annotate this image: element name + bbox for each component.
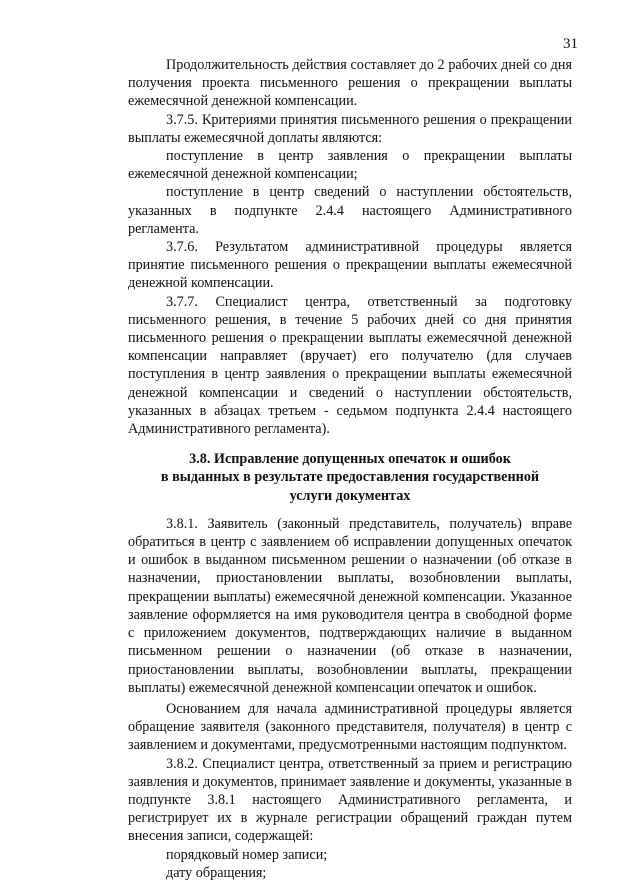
paragraph-record-number: порядковый номер записи; [166, 846, 328, 863]
section-heading-line-3: услуги документах [289, 487, 411, 504]
paragraph-request-date: дату обращения; [166, 864, 267, 881]
paragraph-3-8-2: 3.8.2. Специалист центра, ответственный за прием и регистрацию заявления и документов, принимает заявление и документы, указанные в подпункте 3.8.1 настоящего Административного регламента, и регистрирует их в журнале регистрации обращений граждан путем внесения записи, содержащей: [128, 755, 572, 845]
paragraph-criterion-application: поступление в центр заявления о прекращении выплаты ежемесячной денежной компенсации; [128, 148, 572, 183]
paragraph-3-7-7: 3.7.7. Специалист центра, ответственный за подготовку письменного решения, в течение 5 рабочих дней со дня принятия письменного решения о прекращении выплаты ежемесячной денежной компенсации направляет (вручает) его получателю (для случаев поступления в центр заявления о прекращении выплаты ежемесячной денежной компенсации и сведений о наступлении обстоятельств, указанных в абзацах третьем - седьмом подпункта 2.4.4 настоящего Административного регламента). [128, 293, 572, 438]
document-body [128, 56, 572, 882]
section-heading-3-8 [128, 450, 572, 505]
page-number: 31 [563, 36, 578, 52]
paragraph-criterion-circumstances: поступление в центр сведений о наступлении обстоятельств, указанных в подпункте 2.4.4 настоящего Административного регламента. [128, 184, 572, 237]
paragraph-3-7-6: 3.7.6. Результатом административной процедуры является принятие письменного решения о прекращении выплаты ежемесячной денежной компенсации. [128, 239, 572, 292]
section-heading-line-1: 3.8. Исправление допущенных опечаток и ошибок [189, 451, 511, 468]
paragraph-basis: Основанием для начала административной процедуры является обращение заявителя (законного представителя, получателя) в центр с заявлением и документами, предусмотренными настоящим подпунктом. [128, 700, 572, 754]
paragraph-duration: Продолжительность действия составляет до 2 рабочих дней со дня получения проекта письменного решения о прекращении выплаты ежемесячной денежной компенсации. [128, 57, 572, 110]
section-heading-line-2: в выданных в результате предоставления государственной [160, 469, 540, 486]
paragraph-3-7-5: 3.7.5. Критериями принятия письменного решения о прекращении выплаты ежемесячной доплаты являются: [128, 111, 572, 146]
paragraph-3-8-1: 3.8.1. Заявитель (законный представитель, получатель) вправе обратиться в центр с заявлением об исправлении допущенных опечаток и ошибок в выданном письменном решении о назначении (об отказе в назначении, приостановлении выплаты, возобновлении выплаты, прекращении выплаты) ежемесячной денежной компенсации. Указанное заявление оформляется на имя руководителя центра в свободной форме с приложением документов, подтверждающих наличие в выданном письменном решении о назначении (об отказе в назначении, приостановлении выплаты, возобновлении выплаты, прекращении выплаты) ежемесячной денежной компенсации опечаток и ошибок. [128, 515, 572, 696]
